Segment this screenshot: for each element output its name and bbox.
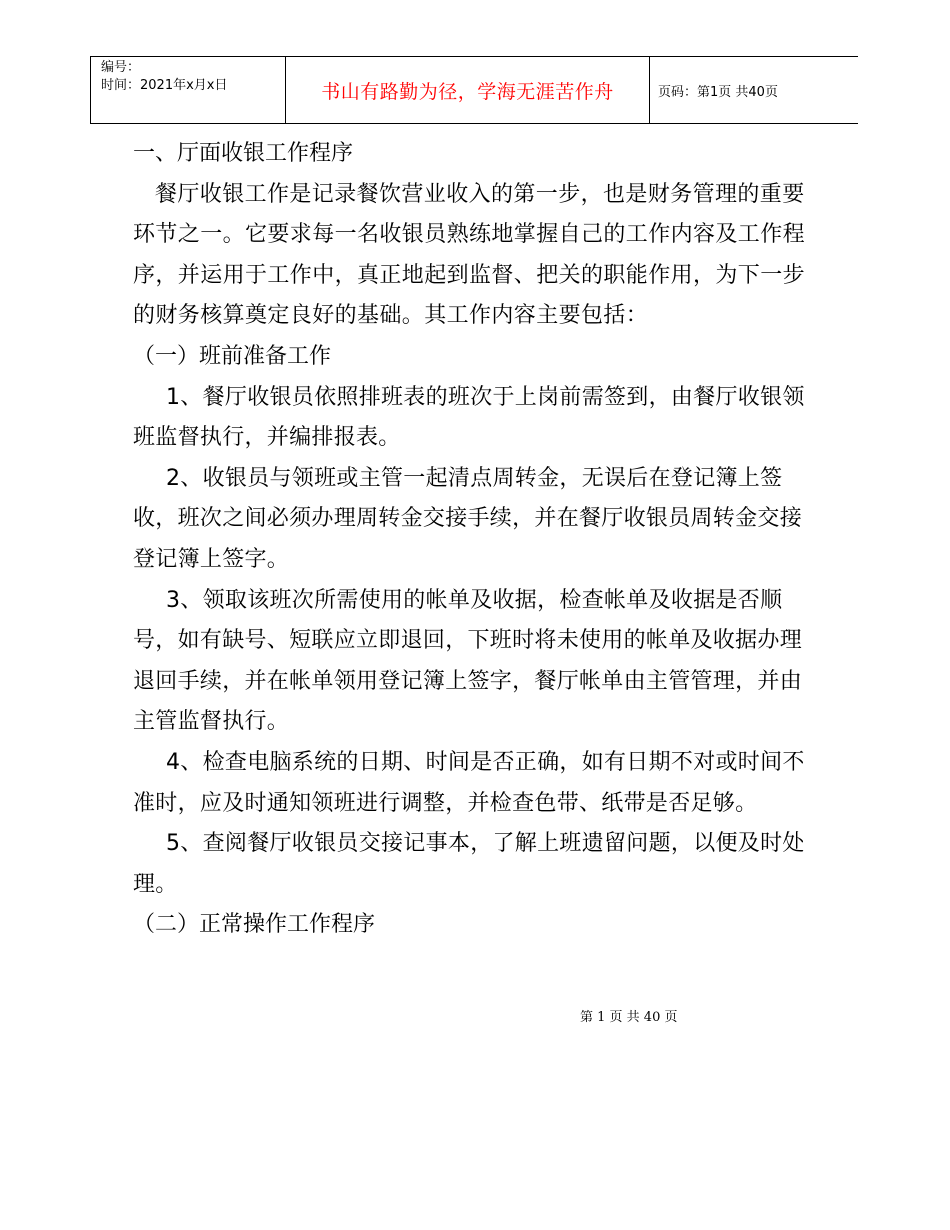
document-number-label: 编号： bbox=[101, 60, 141, 75]
list-item: 3、领取该班次所需使用的帐单及收据，检查帐单及收据是否顺号，如有缺号、短联应立即退回，下班时将未使用的帐单及收据办理退回手续，并在帐单领用登记簿上签字，餐厅帐单由主管管理，并由主管监督执行。 bbox=[133, 587, 803, 735]
intro-paragraph: 餐厅收银工作是记录餐饮营业收入的第一步，也是财务管理的重要环节之一。它要求每一名收银员熟练地掌握自己的工作内容及工作程序，并运用于工作中，真正地起到监督、把关的职能作用，为下一步的财务核算奠定良好的基础。其工作内容主要包括： bbox=[133, 181, 806, 329]
header-meta-cell bbox=[90, 57, 286, 123]
subsection-title-2: （二）正常操作工作程序 bbox=[133, 912, 376, 938]
header-page-code: 页码：第1页 共40页 bbox=[658, 84, 778, 100]
header-motto: 书山有路勤为径，学海无涯苦作舟 bbox=[321, 80, 614, 103]
subsection-title-1: （一）班前准备工作 bbox=[133, 343, 332, 369]
page-footer-number: 第 1 页 共 40 页 bbox=[580, 1010, 678, 1025]
list-item: 2、收银员与领班或主管一起清点周转金，无误后在登记簿上签收，班次之间必须办理周转金交接手续，并在餐厅收银员周转金交接登记簿上签字。 bbox=[133, 465, 803, 572]
list-item: 4、检查电脑系统的日期、时间是否正确，如有日期不对或时间不准时，应及时通知领班进行调整，并检查色带、纸带是否足够。 bbox=[133, 749, 805, 816]
document-time-label: 时间：2021年x月x日 bbox=[101, 78, 228, 93]
document-body bbox=[133, 134, 823, 946]
header-page-cell bbox=[650, 57, 858, 123]
list-item: 1、餐厅收银员依照排班表的班次于上岗前需签到，由餐厅收银领班监督执行，并编排报表。 bbox=[133, 384, 805, 451]
document-header-table bbox=[90, 56, 858, 124]
header-motto-cell bbox=[286, 57, 650, 123]
list-item: 5、查阅餐厅收银员交接记事本，了解上班遗留问题，以便及时处理。 bbox=[133, 831, 805, 897]
section-title: 一、厅面收银工作程序 bbox=[133, 141, 354, 166]
